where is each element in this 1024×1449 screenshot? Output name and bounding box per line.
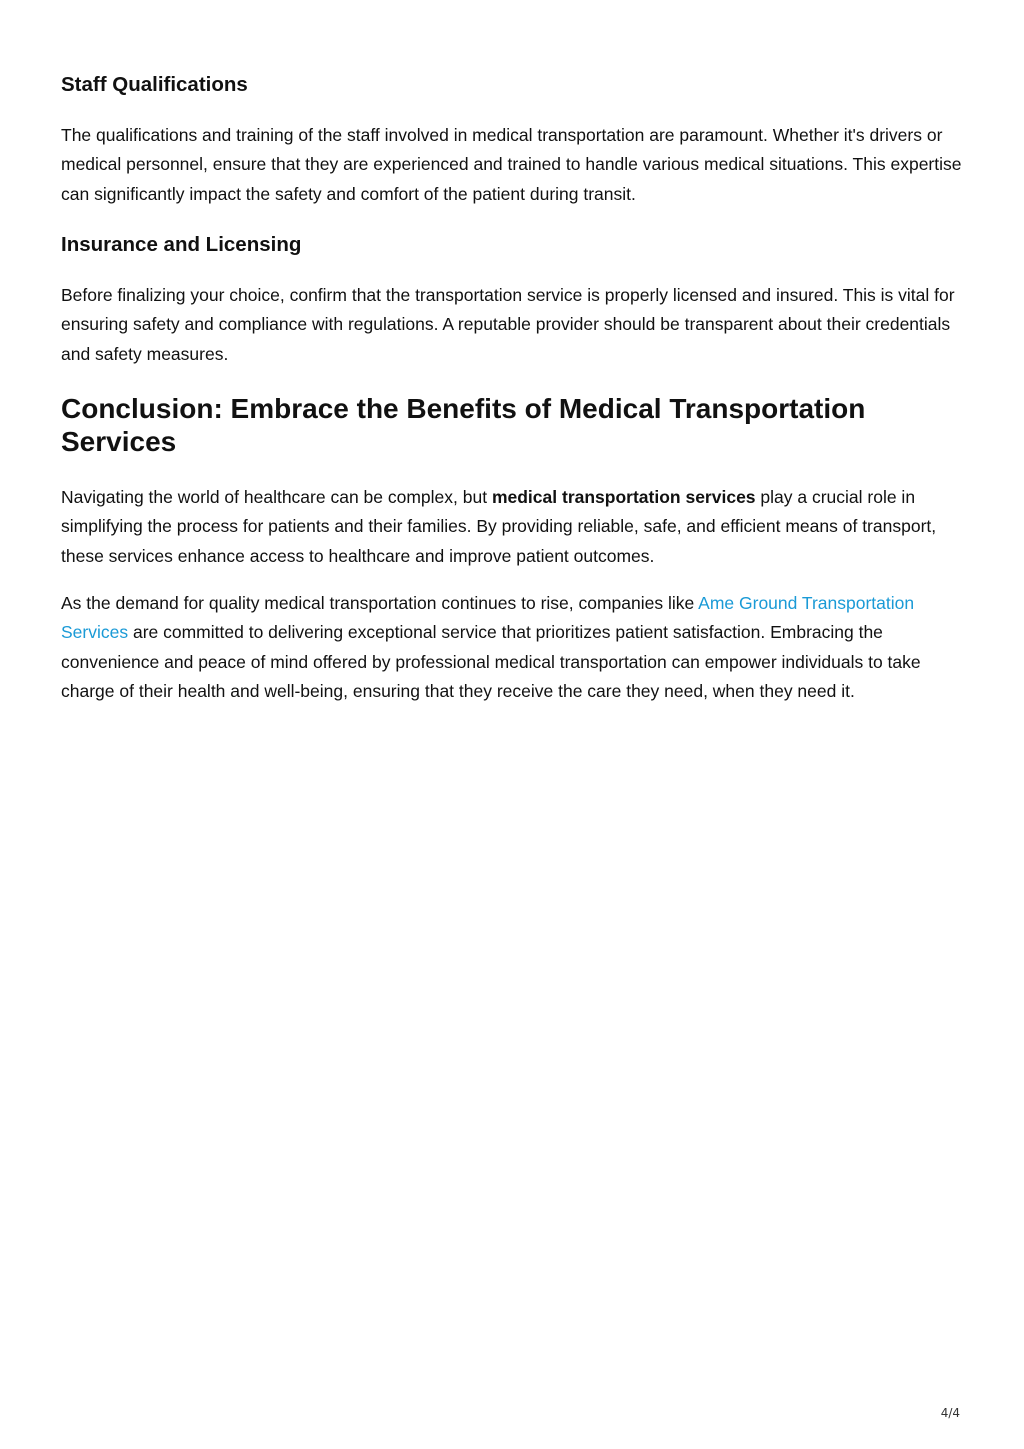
conclusion-paragraph-1 — [61, 483, 966, 571]
staff-qualifications-paragraph: The qualifications and training of the staff involved in medical transportation are paramount. Whether it's drivers or medical personnel, ensure that they are experienced and trained to handle various medical situations. This expertise can significantly impact the safety and comfort of the patient during transit. — [61, 125, 962, 204]
insurance-licensing-paragraph: Before finalizing your choice, confirm that the transportation service is properly licensed and insured. This is vital for ensuring safety and compliance with regulations. A reputable provider should be transparent about their credentials and safety measures. — [61, 285, 955, 364]
staff-qualifications-heading: Staff Qualifications — [61, 73, 248, 96]
conclusion-p1-text-end: play a crucial role in simplifying the process for patients and their families. By providing reliable, safe, and efficient means of transport, these services enhance access to healthcare and improve patient outcomes. — [61, 487, 937, 566]
medical-transportation-services-emphasis: medical transportation services — [491, 487, 756, 507]
ame-ground-transportation-link[interactable]: Ame Ground Transportation Services — [61, 593, 915, 643]
conclusion-p2-text-end: are committed to delivering exceptional service that prioritizes patient satisfaction. Embracing the convenience and peace of mind offered by professional medical transportation can empower individuals to take charge of their health and well-being, ensuring that they receive the care they need, when they need it. — [61, 622, 921, 701]
conclusion-heading: Conclusion: Embrace the Benefits of Medical Transportation Services — [61, 393, 866, 457]
page-number: 4/4 — [940, 1406, 960, 1420]
conclusion-p1-text-start: Navigating the world of healthcare can be complex, but — [61, 487, 492, 507]
conclusion-p2-text-start: As the demand for quality medical transportation continues to rise, companies like — [61, 593, 699, 613]
conclusion-paragraph-2 — [61, 589, 966, 706]
insurance-licensing-heading: Insurance and Licensing — [61, 233, 302, 256]
